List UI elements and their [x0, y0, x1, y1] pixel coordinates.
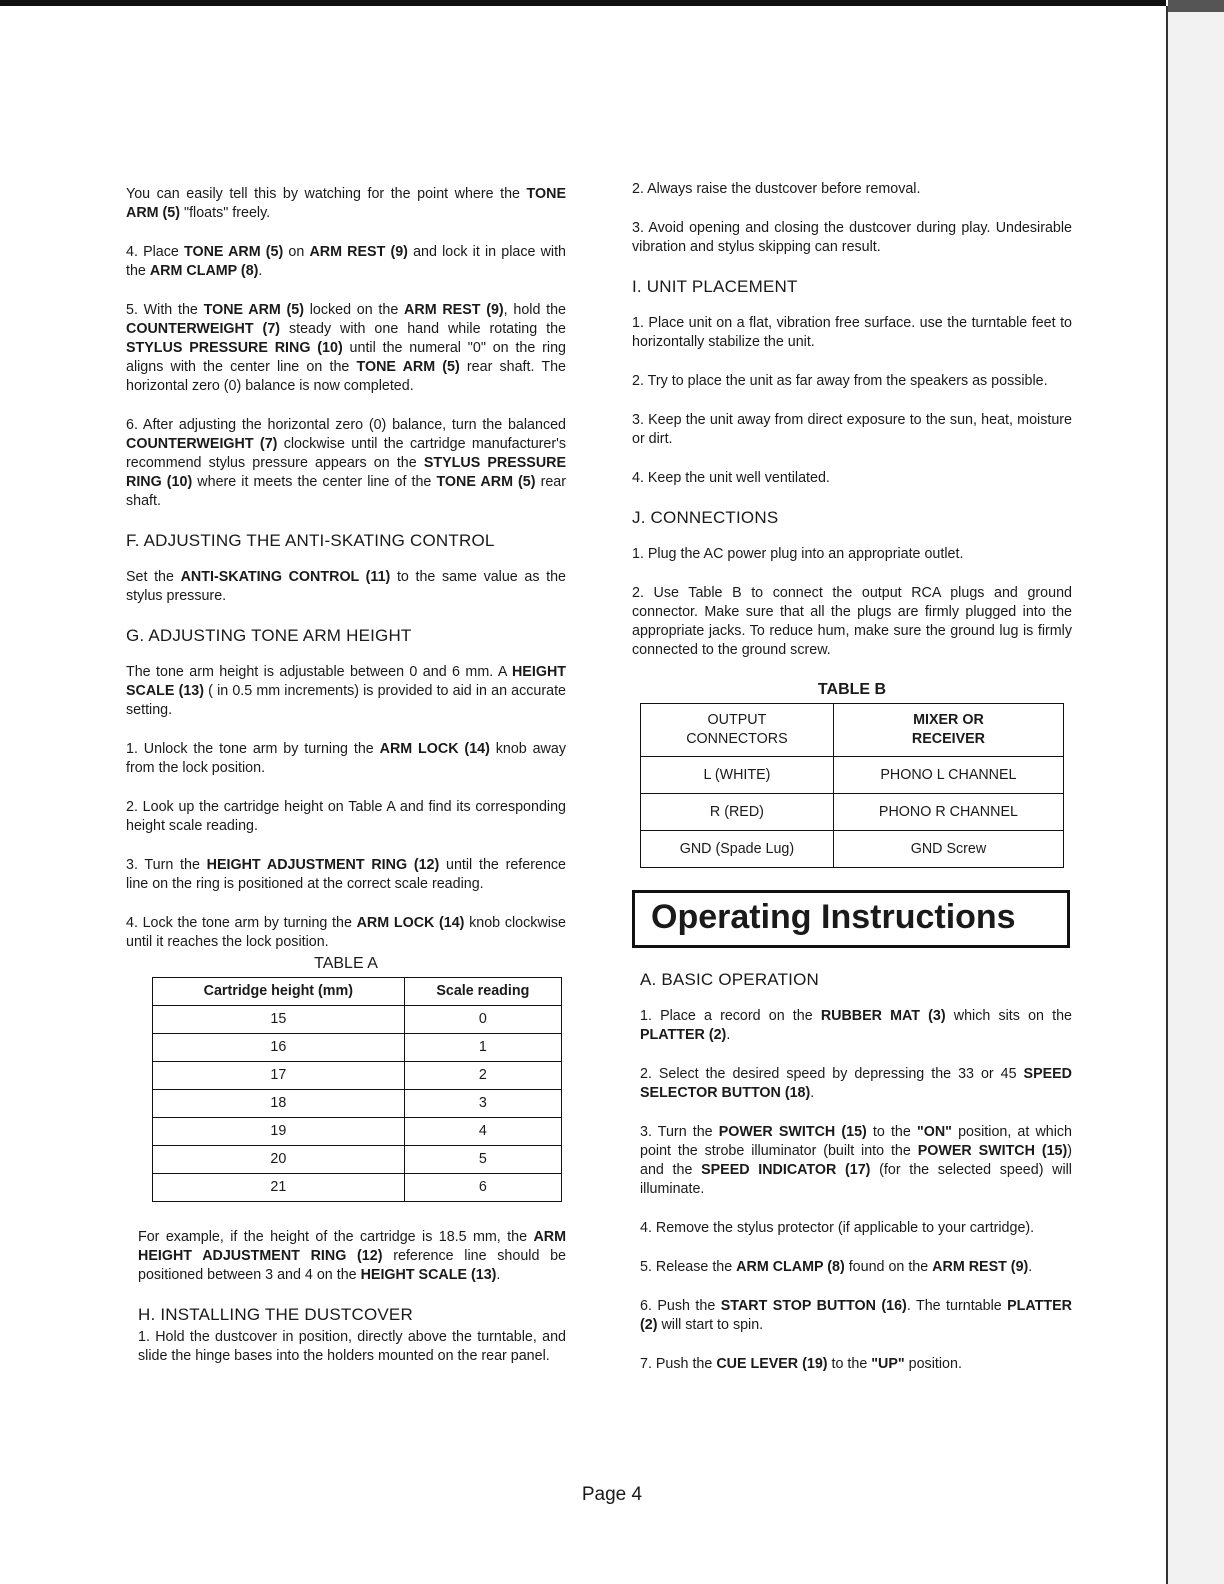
- step-4-place-tone-arm: 4. Place TONE ARM (5) on ARM REST (9) and lock it in place with the ARM CLAMP (8).: [126, 244, 566, 279]
- placement-step-2: 2. Try to place the unit as far away from the speakers as possible.: [632, 373, 1048, 389]
- table-b-header-mixer: MIXER OR RECEIVER: [833, 704, 1063, 757]
- table-a-header-height: Cartridge height (mm): [153, 978, 405, 1006]
- table-cell: 4: [404, 1118, 561, 1146]
- heading-tone-arm-height: G. ADJUSTING TONE ARM HEIGHT: [126, 626, 412, 645]
- operating-instructions-title: Operating Instructions: [632, 890, 1070, 948]
- table-cell: 0: [404, 1006, 561, 1034]
- table-cell: GND Screw: [833, 831, 1063, 868]
- dustcover-step-3: 3. Avoid opening and closing the dustcover during play. Undesirable vibration and stylus skipping can result.: [632, 220, 1072, 255]
- left-column: [126, 185, 566, 1386]
- operation-step-4: 4. Remove the stylus protector (if applicable to your cartridge).: [640, 1220, 1035, 1236]
- step-6-stylus-pressure: 6. After adjusting the horizontal zero (0) balance, turn the balanced COUNTERWEIGHT (7) clockwise until the cartridge manufacturer's recommend stylus pressure appears on the STYLUS PRESSURE RING (10) where it meets the center line of the TONE ARM (5) rear shaft.: [126, 417, 567, 509]
- table-b-header-output: OUTPUT CONNECTORS: [641, 704, 834, 757]
- connections-step-1: 1. Plug the AC power plug into an appropriate outlet.: [632, 546, 964, 562]
- heading-unit-placement: I. UNIT PLACEMENT: [632, 277, 798, 296]
- height-example: For example, if the height of the cartridge is 18.5 mm, the ARM HEIGHT ADJUSTMENT RING (12) reference line should be positioned between 3 and 4 on the HEIGHT SCALE (13).: [138, 1229, 567, 1283]
- step-5-zero-balance: 5. With the TONE ARM (5) locked on the ARM REST (9), hold the COUNTERWEIGHT (7) steady with one hand while rotating the STYLUS PRESSURE RING (10) until the numeral "0" on the ring aligns with the center line on the TONE ARM (5) rear shaft. The horizontal zero (0) balance is now completed.: [126, 302, 567, 394]
- table-cell: 1: [404, 1034, 561, 1062]
- tone-arm-height-intro: The tone arm height is adjustable between 0 and 6 mm. A HEIGHT SCALE (13) ( in 0.5 mm increments) is provided to aid in an accurate setting.: [126, 664, 566, 718]
- table-cell: PHONO L CHANNEL: [833, 757, 1063, 794]
- table-cell: 16: [153, 1034, 405, 1062]
- table-cell: L (WHITE): [641, 757, 834, 794]
- table-a: [152, 977, 562, 1202]
- table-row: [641, 831, 1064, 868]
- top-border-rule: [0, 0, 1166, 6]
- table-cell: 2: [404, 1062, 561, 1090]
- heading-anti-skating: F. ADJUSTING THE ANTI-SKATING CONTROL: [126, 531, 495, 550]
- table-a-header-row: [153, 978, 562, 1006]
- paragraph-intro: You can easily tell this by watching for the point where the TONE ARM (5) "floats" freely.: [126, 186, 566, 221]
- table-b-title: TABLE B: [817, 681, 887, 698]
- table-row: [153, 1062, 562, 1090]
- table-cell: 21: [153, 1174, 405, 1202]
- table-row: [153, 1146, 562, 1174]
- table-row: [153, 1174, 562, 1202]
- table-cell: 19: [153, 1118, 405, 1146]
- anti-skating-text: Set the ANTI-SKATING CONTROL (11) to the same value as the stylus pressure.: [126, 569, 566, 604]
- heading-connections: J. CONNECTIONS: [632, 508, 779, 527]
- table-row: [153, 1090, 562, 1118]
- placement-step-4: 4. Keep the unit well ventilated.: [632, 470, 830, 486]
- height-step-1: 1. Unlock the tone arm by turning the ARM LOCK (14) knob away from the lock position.: [126, 741, 566, 776]
- height-step-2: 2. Look up the cartridge height on Table A and find its corresponding height scale reading.: [126, 799, 566, 834]
- operation-step-7: 7. Push the CUE LEVER (19) to the "UP" position.: [640, 1356, 962, 1372]
- table-a-title: TABLE A: [314, 955, 378, 972]
- table-cell: 6: [404, 1174, 561, 1202]
- heading-basic-operation: A. BASIC OPERATION: [640, 970, 819, 989]
- dustcover-step-2: 2. Always raise the dustcover before removal.: [632, 181, 921, 197]
- page-edge-shadow: [1166, 6, 1224, 1584]
- page-edge-cap: [1168, 0, 1224, 12]
- height-step-3: 3. Turn the HEIGHT ADJUSTMENT RING (12) until the reference line on the ring is positioned at the correct scale reading.: [126, 857, 566, 892]
- placement-step-1: 1. Place unit on a flat, vibration free surface. use the turntable feet to horizontally stabilize the unit.: [632, 315, 1072, 350]
- table-cell: 18: [153, 1090, 405, 1118]
- height-step-4: 4. Lock the tone arm by turning the ARM LOCK (14) knob clockwise until it reaches the lock position.: [126, 915, 566, 950]
- table-cell: 5: [404, 1146, 561, 1174]
- basic-operation-steps: [640, 1007, 1072, 1374]
- table-cell: 3: [404, 1090, 561, 1118]
- operation-step-6: 6. Push the START STOP BUTTON (16). The turntable PLATTER (2) will start to spin.: [640, 1298, 1072, 1333]
- table-cell: 15: [153, 1006, 405, 1034]
- right-column: [632, 180, 1072, 1394]
- operation-step-5: 5. Release the ARM CLAMP (8) found on the ARM REST (9).: [640, 1259, 1033, 1275]
- table-cell: 20: [153, 1146, 405, 1174]
- table-row: [153, 1034, 562, 1062]
- table-row: [153, 1118, 562, 1146]
- table-cell: GND (Spade Lug): [641, 831, 834, 868]
- table-cell: R (RED): [641, 794, 834, 831]
- operation-step-3: 3. Turn the POWER SWITCH (15) to the "ON" position, at which point the strobe illuminator (built into the POWER SWITCH (15)) and the SPEED INDICATOR (17) (for the selected speed) will illuminate.: [640, 1124, 1073, 1197]
- table-b-header-row: [641, 704, 1064, 757]
- table-cell: 17: [153, 1062, 405, 1090]
- table-cell: PHONO R CHANNEL: [833, 794, 1063, 831]
- dustcover-step-1: 1. Hold the dustcover in position, directly above the turntable, and slide the hinge bases into the holders mounted on the rear panel.: [138, 1329, 566, 1364]
- operation-step-1: 1. Place a record on the RUBBER MAT (3) which sits on the PLATTER (2).: [640, 1008, 1072, 1043]
- page-number: Page 4: [581, 1484, 643, 1505]
- table-row: [153, 1006, 562, 1034]
- heading-dustcover: H. INSTALLING THE DUSTCOVER: [138, 1305, 413, 1324]
- placement-step-3: 3. Keep the unit away from direct exposure to the sun, heat, moisture or dirt.: [632, 412, 1072, 447]
- operation-step-2: 2. Select the desired speed by depressing the 33 or 45 SPEED SELECTOR BUTTON (18).: [640, 1066, 1072, 1101]
- connections-step-2: 2. Use Table B to connect the output RCA plugs and ground connector. Make sure that all the plugs are firmly plugged into the appropriate jacks. To reduce hum, make sure the ground lug is firmly connected to the ground screw.: [632, 585, 1072, 658]
- table-row: [641, 794, 1064, 831]
- table-a-header-scale: Scale reading: [404, 978, 561, 1006]
- table-row: [641, 757, 1064, 794]
- table-b: [640, 703, 1064, 868]
